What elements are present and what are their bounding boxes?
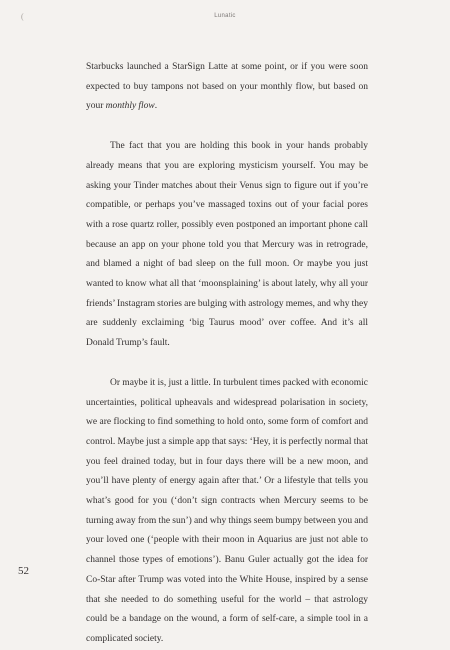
body-text xyxy=(86,58,368,650)
running-head: Lunatic xyxy=(214,13,236,19)
paragraph-2: The fact that you are holding this book in your hands probably already means that you are exploring mysticism yourself. You may be asking your Tinder matches about their Venus sign to figure out if you’re compatible, or perhaps you’ve massaged toxins out of your facial pores with a rose quartz roller, possibly even postponed an important phone call because an app on your phone told you that Mercury was in retrograde, and blamed a night of bad sleep on the full moon. Or maybe you just wanted to know what all that ‘moonsplaining’ is about lately, why all your friends’ Instagram stories are bulging with astrology memes, and why they are suddenly exclaiming ‘big Taurus mood’ over coffee. And it’s all Donald Trump’s fault. xyxy=(86,141,368,349)
header-mark: ( xyxy=(21,12,24,21)
paragraph-1 xyxy=(86,58,368,117)
page-number: 52 xyxy=(18,565,29,577)
paragraph-1-text: Starbucks launched a StarSign Latte at some point, or if you were soon expected to buy tampons not based on your monthly flow, but based on your xyxy=(86,62,368,112)
paragraph-1-tail: . xyxy=(154,101,158,112)
paragraph-1-emphasis: monthly flow xyxy=(105,101,155,112)
paragraph-3: Or maybe it is, just a little. In turbulent times packed with economic uncertainties, political upheavals and widespread polarisation in society, we are flocking to find something to hold onto, some form of comfort and control. Maybe just a simple app that says: ‘Hey, it is perfectly normal that you feel drained today, but in four days there will be a new moon, and you’ll have plenty of energy again after that.’ Or a lifestyle that tells you what’s good for you (‘don’t sign contracts when Mercury seems to be turning away from the sun’) and why things seem bumpy between you and your loved one (‘people with their moon in Aquarius are just not able to channel those types of emotions’). Banu Guler actually got the idea for Co-Star after Trump was voted into the White House, inspired by a sense that she needed to do something useful for the world – that astrology could be a bandage on the wound, a form of self-care, a simple tool in a complicated society. xyxy=(86,377,369,644)
